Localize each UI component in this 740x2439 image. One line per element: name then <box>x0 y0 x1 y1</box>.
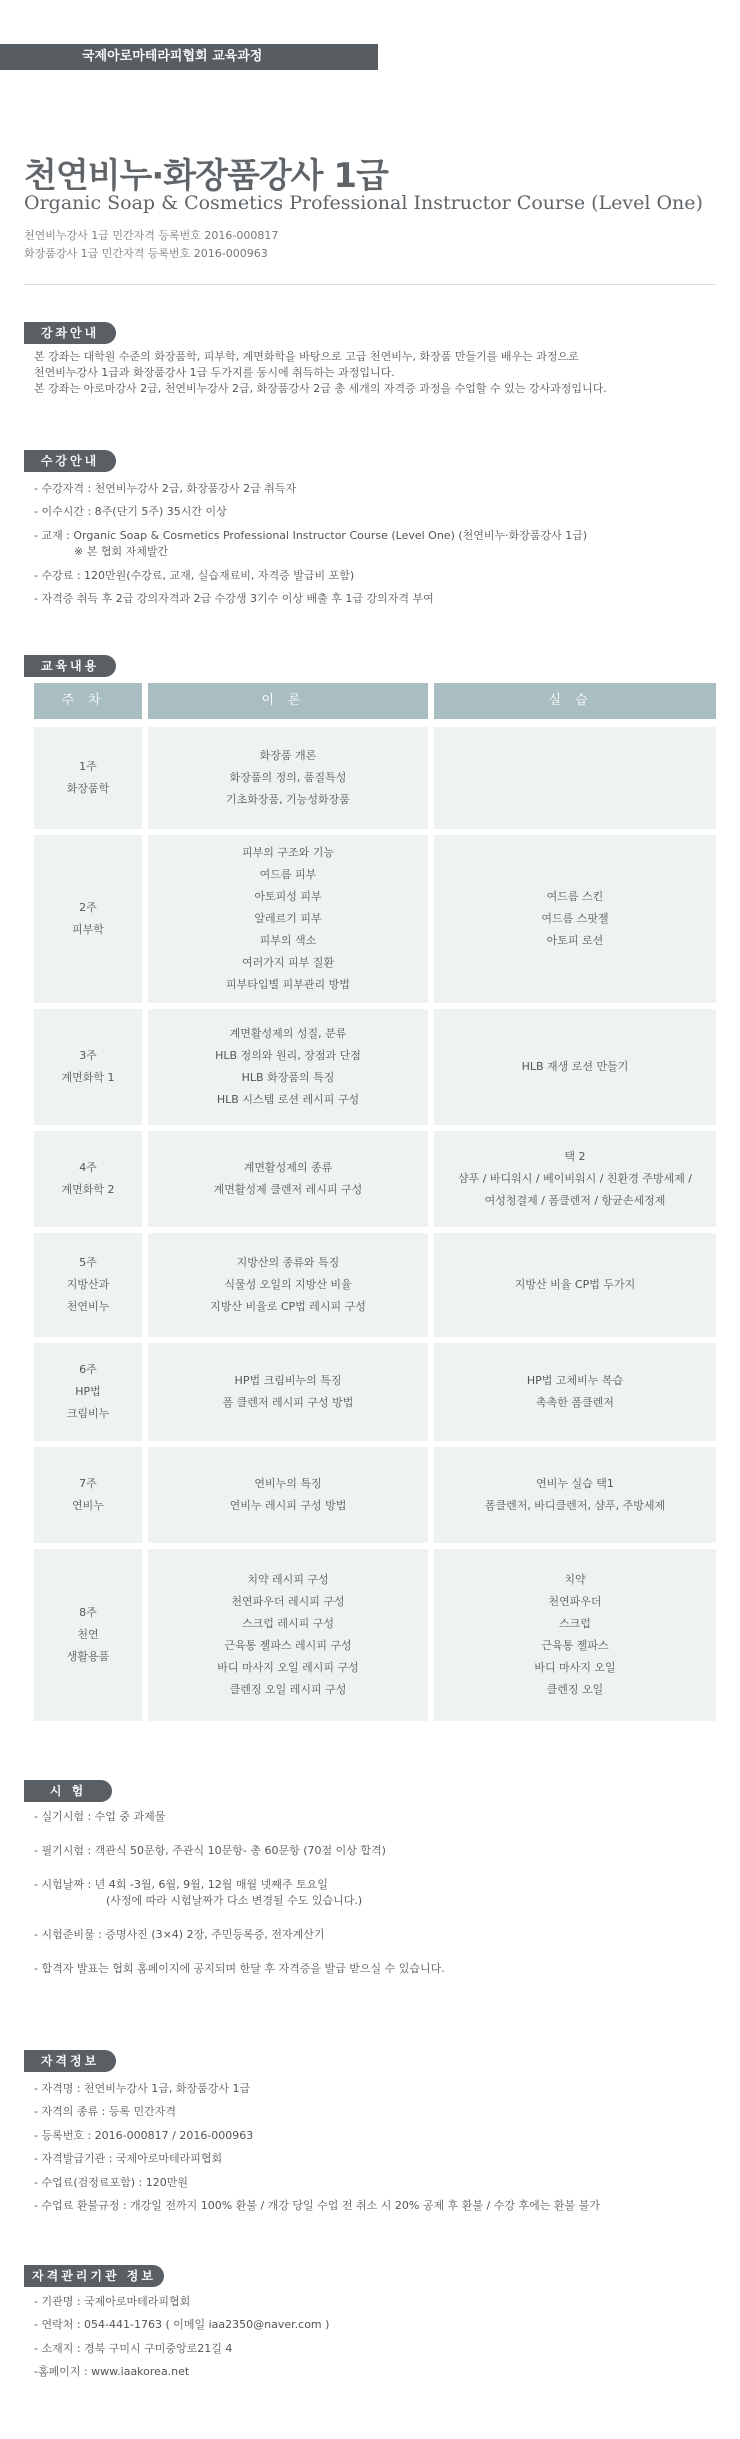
info-note: ※ 본 협회 자체발간 <box>74 545 169 558</box>
theory-cell <box>148 1549 428 1721</box>
cell-line: 알레르기 피부 <box>254 912 322 925</box>
theory-cell-text <box>223 1370 354 1414</box>
cell-line: 지방산 비율로 CP법 레시피 구성 <box>210 1300 366 1313</box>
cell-line: 7주 <box>79 1477 97 1490</box>
theory-cell <box>148 1009 428 1125</box>
column-header-week: 주차 <box>34 683 142 719</box>
practice-cell <box>434 1009 716 1125</box>
exam-item: - 시험날짜 : 년 4회 -3월, 6월, 9월, 12월 매월 넷째주 토요일 <box>34 1878 328 1891</box>
practice-cell-text <box>522 1056 629 1078</box>
cell-line: 화장품학 <box>66 782 110 795</box>
week-cell <box>34 1009 142 1125</box>
cell-line: 천연 <box>77 1628 99 1641</box>
cell-line: 근육통 젤파스 레시피 구성 <box>224 1639 352 1652</box>
cell-line: 천연파우더 <box>548 1595 602 1608</box>
org-item: - 기관명 : 국제아로마테라피협회 <box>34 2295 191 2308</box>
info-item: - 수강자격 : 천연비누강사 2급, 화장품강사 2급 취득자 <box>34 482 297 495</box>
cell-line: 아토피 로션 <box>546 934 604 947</box>
qualification-item: - 등록번호 : 2016-000817 / 2016-000963 <box>34 2129 254 2142</box>
cell-line: 지방산과 <box>66 1278 110 1291</box>
practice-cell <box>434 1549 716 1721</box>
cell-line: 촉촉한 폼클렌저 <box>536 1396 614 1409</box>
theory-cell <box>148 1131 428 1227</box>
org-item: - 연락처 : 054-441-1763 ( 이메일 iaa2350@naver.com ) <box>34 2318 330 2331</box>
cell-line: HP법 고체비누 복습 <box>526 1374 624 1387</box>
cell-line: 택 2 <box>564 1150 586 1163</box>
qualification-item: - 수업료(검정료포함) : 120만원 <box>34 2176 189 2189</box>
cell-line: 바디 마사지 오일 <box>534 1661 616 1674</box>
cell-line: 지방산의 종류와 특징 <box>236 1256 340 1269</box>
exam-item: - 시험준비물 : 증명사진 (3×4) 2장, 주민등록증, 전자계산기 <box>34 1928 325 1941</box>
theory-cell-text <box>215 1023 361 1111</box>
practice-cell-text <box>527 1370 623 1414</box>
top-banner <box>0 44 378 70</box>
theory-cell-text <box>214 1157 363 1201</box>
cell-line: 4주 <box>79 1161 97 1174</box>
practice-cell <box>434 1447 716 1543</box>
section-heading-exam: 시 험 <box>24 1780 112 1802</box>
course-subtitle: Organic Soap & Cosmetics Professional Instructor Course (Level One) <box>24 192 703 214</box>
cell-line: 지방산 비율 CP법 두가지 <box>514 1278 636 1291</box>
cell-line: 여성청결제 / 폼클렌저 / 항균손세정제 <box>484 1194 666 1207</box>
cell-line: 스크럽 <box>559 1617 591 1630</box>
cell-line: 계면활성제 클렌저 레시피 구성 <box>213 1183 363 1196</box>
cell-line: 계면활성제의 종류 <box>243 1161 333 1174</box>
cell-line: 피부타입별 피부관리 방법 <box>226 978 350 991</box>
exam-item: - 실기시험 : 수업 중 과제물 <box>34 1810 166 1823</box>
org-item: -홈페이지 : www.iaakorea.net <box>34 2365 190 2378</box>
section-heading-org: 자격관리기관 정보 <box>24 2265 164 2287</box>
practice-cell <box>434 1233 716 1337</box>
cell-line: 폼 클렌저 레시피 구성 방법 <box>222 1396 354 1409</box>
cell-line: 8주 <box>79 1606 97 1619</box>
cell-line: 스크럽 레시피 구성 <box>241 1617 334 1630</box>
intro-line: 천연비누강사 1급과 화장품강사 1급 두가지를 동시에 취득하는 과정입니다. <box>34 366 395 379</box>
cell-line: HP법 <box>75 1385 101 1398</box>
column-header-practice: 실습 <box>434 683 716 719</box>
cell-line: 여드름 스킨 <box>546 890 604 903</box>
cell-line: 피부의 색소 <box>259 934 317 947</box>
cell-line: 치약 <box>564 1573 586 1586</box>
theory-cell <box>148 727 428 829</box>
divider <box>24 284 716 285</box>
cell-line: 연비누 <box>72 1499 104 1512</box>
cell-line: 식물성 오일의 지방산 비율 <box>224 1278 352 1291</box>
week-cell <box>34 727 142 829</box>
theory-cell-text <box>210 1252 366 1318</box>
cell-line: 연비누의 특징 <box>254 1477 322 1490</box>
section-heading-intro: 강좌안내 <box>24 322 116 344</box>
theory-cell <box>148 1233 428 1337</box>
week-cell-text <box>72 1473 104 1517</box>
cell-line: 계면화학 2 <box>61 1183 115 1196</box>
theory-cell-text <box>230 1473 347 1517</box>
cell-line: 연비누 레시피 구성 방법 <box>229 1499 347 1512</box>
cell-line: 화장품의 정의, 품질특성 <box>229 771 347 784</box>
section-heading-curriculum: 교육내용 <box>24 655 116 677</box>
week-cell <box>34 1447 142 1543</box>
qualification-item: - 자격의 종류 : 등록 민간자격 <box>34 2105 177 2118</box>
week-cell <box>34 1343 142 1441</box>
week-cell <box>34 835 142 1003</box>
cell-line: 연비누 실습 택1 <box>536 1477 614 1490</box>
cell-line: 아토피성 피부 <box>254 890 322 903</box>
cell-line: 천연비누 <box>66 1300 110 1313</box>
org-item: - 소재지 : 경북 구미시 구미중앙로21길 4 <box>34 2342 233 2355</box>
practice-cell-text <box>534 1569 615 1701</box>
cell-line: 계면활성제의 성질, 분류 <box>229 1027 347 1040</box>
cell-line: 피부의 구조와 기능 <box>241 846 334 859</box>
cell-line: 기초화장품, 기능성화장품 <box>226 793 350 806</box>
week-cell-text <box>72 897 104 941</box>
theory-cell-text <box>226 745 350 811</box>
cell-line: 천연파우더 레시피 구성 <box>231 1595 345 1608</box>
cell-line: 여드름 스팟젤 <box>541 912 609 925</box>
qualification-item: - 수업료 환불규정 : 개강일 전까지 100% 환불 / 개강 당일 수업 전 취소 시 20% 공제 후 환불 / 수강 후에는 환불 불가 <box>34 2199 600 2212</box>
practice-cell <box>434 727 716 829</box>
cell-line: HLB 정의와 원리, 장점과 단점 <box>215 1049 361 1062</box>
qualification-item: - 자격명 : 천연비누강사 1급, 화장품강사 1급 <box>34 2082 251 2095</box>
cell-line: HLB 화장품의 특징 <box>241 1071 335 1084</box>
week-cell-text <box>67 1602 110 1668</box>
week-cell <box>34 1131 142 1227</box>
cell-line: 클렌징 오일 레시피 구성 <box>229 1683 347 1696</box>
practice-cell-text <box>485 1473 665 1517</box>
theory-cell <box>148 1447 428 1543</box>
practice-cell <box>434 835 716 1003</box>
cell-line: 여드름 피부 <box>259 868 317 881</box>
cell-line: 계면화학 1 <box>61 1071 115 1084</box>
practice-cell-text <box>515 1274 635 1296</box>
info-item: - 수강료 : 120만원(수강료, 교재, 실습재료비, 자격증 발급비 포함) <box>34 569 355 582</box>
registration-cosmetics: 화장품강사 1급 민간자격 등록번호 2016-000963 <box>24 247 268 260</box>
info-item: - 이수시간 : 8주(단기 5주) 35시간 이상 <box>34 505 227 518</box>
intro-text <box>34 349 607 397</box>
theory-cell-text <box>217 1569 359 1701</box>
column-header-theory: 이론 <box>148 683 428 719</box>
practice-cell <box>434 1343 716 1441</box>
registration-soap: 천연비누강사 1급 민간자격 등록번호 2016-000817 <box>24 229 279 242</box>
intro-line: 본 강좌는 아로마강사 2급, 천연비누강사 2급, 화장품강사 2급 총 세개의 자격증 과정을 수업할 수 있는 강사과정입니다. <box>34 382 607 395</box>
cell-line: HP법 크림비누의 특징 <box>234 1374 342 1387</box>
practice-cell-text <box>541 886 608 952</box>
week-cell-text <box>67 756 110 800</box>
cell-line: 6주 <box>79 1363 97 1376</box>
cell-line: 화장품 개론 <box>259 749 317 762</box>
cell-line: 생활용품 <box>66 1650 110 1663</box>
cell-line: 크림비누 <box>66 1407 110 1420</box>
theory-cell-text <box>226 842 350 996</box>
cell-line: 5주 <box>79 1256 97 1269</box>
week-cell <box>34 1233 142 1337</box>
info-item: - 자격증 취득 후 2급 강의자격과 2급 수강생 3기수 이상 배출 후 1급 강의자격 부여 <box>34 592 434 605</box>
cell-line: 2주 <box>79 901 97 914</box>
intro-line: 본 강좌는 대학원 수준의 화장품학, 피부학, 계면화학을 바탕으로 고급 천연비누, 화장품 만들기를 배우는 과정으로 <box>34 350 579 363</box>
cell-line: 클렌징 오일 <box>546 1683 604 1696</box>
cell-line: 1주 <box>79 760 97 773</box>
exam-note: (사정에 따라 시험날짜가 다소 변경될 수도 있습니다.) <box>106 1894 363 1907</box>
info-item: - 교재 : Organic Soap & Cosmetics Professional Instructor Course (Level One) (천연비누·화장품강사 1급) <box>34 529 588 542</box>
cell-line: 바디 마사지 오일 레시피 구성 <box>217 1661 359 1674</box>
week-cell-text <box>67 1359 110 1425</box>
week-cell-text <box>62 1157 115 1201</box>
practice-cell-text <box>458 1146 692 1212</box>
theory-cell <box>148 1343 428 1441</box>
course-title: 천연비누·화장품강사 1급 <box>24 156 388 196</box>
qualification-item: - 자격발급기관 : 국제아로마테라피협회 <box>34 2152 223 2165</box>
section-heading-qualification: 자격정보 <box>24 2050 116 2072</box>
cell-line: 여러가지 피부 질환 <box>241 956 334 969</box>
week-cell-text <box>62 1045 115 1089</box>
cell-line: 피부학 <box>72 923 104 936</box>
cell-line: 치약 레시피 구성 <box>247 1573 329 1586</box>
section-heading-info: 수강안내 <box>24 450 116 472</box>
practice-cell <box>434 1131 716 1227</box>
exam-item: - 합격자 발표는 협회 홈페이지에 공지되며 한달 후 자격증을 발급 받으실 수 있습니다. <box>34 1962 445 1975</box>
week-cell-text <box>67 1252 110 1318</box>
exam-item: - 필기시험 : 객관식 50문항, 주관식 10문항- 총 60문항 (70점 이상 합격) <box>34 1844 386 1857</box>
cell-line: HLB 시스템 로션 레시피 구성 <box>216 1093 360 1106</box>
cell-line: HLB 재생 로션 만들기 <box>521 1060 629 1073</box>
cell-line: 샴푸 / 바디워시 / 베이비워시 / 친환경 주방세제 / <box>457 1172 693 1185</box>
week-cell <box>34 1549 142 1721</box>
cell-line: 폼클렌저, 바디클렌저, 샴푸, 주방세제 <box>484 1499 666 1512</box>
cell-line: 3주 <box>79 1049 97 1062</box>
cell-line: 근육통 젤파스 <box>541 1639 609 1652</box>
banner-text: 국제아로마테라피협회 교육과정 <box>82 49 263 64</box>
theory-cell <box>148 835 428 1003</box>
